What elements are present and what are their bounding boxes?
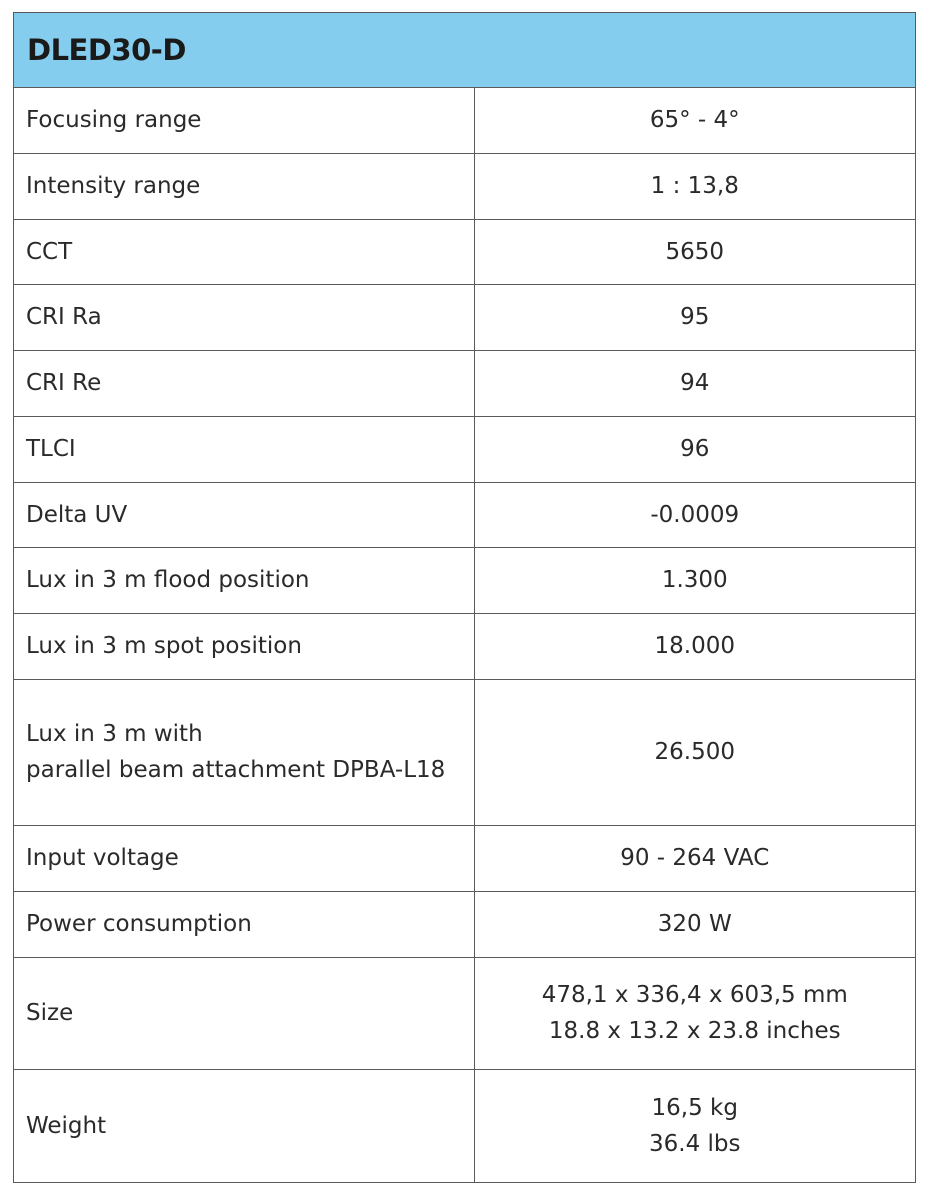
table-row bbox=[14, 891, 915, 957]
spec-value-line: 478,1 x 336,4 x 603,5 mm bbox=[541, 982, 848, 1008]
spec-label-line: Lux in 3 m flood position bbox=[26, 567, 310, 593]
spec-label bbox=[14, 613, 474, 679]
spec-value bbox=[474, 1069, 915, 1182]
spec-label-line: CRI Re bbox=[26, 370, 102, 396]
spec-label-line: Lux in 3 m spot position bbox=[26, 633, 302, 659]
spec-value-line: 95 bbox=[680, 304, 710, 330]
spec-label bbox=[14, 219, 474, 284]
spec-label bbox=[14, 153, 474, 219]
table-row bbox=[14, 679, 915, 825]
spec-value-line: 26.500 bbox=[654, 739, 735, 765]
spec-value bbox=[474, 284, 915, 350]
spec-value-line: 320 W bbox=[657, 911, 732, 937]
spec-label-line: Power consumption bbox=[26, 911, 252, 937]
spec-value bbox=[474, 219, 915, 284]
spec-value-line: 90 - 264 VAC bbox=[620, 845, 770, 871]
table-header bbox=[14, 13, 915, 88]
spec-rows bbox=[14, 88, 915, 1182]
spec-value-line: 18.8 x 13.2 x 23.8 inches bbox=[548, 1018, 841, 1044]
spec-label-line: Size bbox=[26, 1000, 74, 1026]
table-row bbox=[14, 350, 915, 416]
spec-label-line: Delta UV bbox=[26, 501, 128, 528]
spec-value bbox=[474, 679, 915, 825]
product-title: DLED30-D bbox=[27, 33, 186, 67]
spec-value bbox=[474, 482, 915, 547]
spec-label bbox=[14, 482, 474, 547]
spec-label bbox=[14, 891, 474, 957]
table-row bbox=[14, 219, 915, 284]
table-row bbox=[14, 547, 915, 613]
spec-label-line: Lux in 3 m with bbox=[26, 721, 203, 747]
table-row bbox=[14, 482, 915, 547]
spec-value bbox=[474, 88, 915, 153]
spec-value bbox=[474, 891, 915, 957]
spec-value bbox=[474, 416, 915, 482]
spec-value bbox=[474, 350, 915, 416]
spec-label-line: CRI Ra bbox=[26, 304, 102, 330]
spec-label bbox=[14, 88, 474, 153]
spec-value-line: 1.300 bbox=[661, 567, 728, 593]
table-row bbox=[14, 284, 915, 350]
spec-label-line: TLCI bbox=[26, 436, 76, 462]
spec-value-line: 16,5 kg bbox=[651, 1094, 738, 1121]
table-row bbox=[14, 88, 915, 153]
spec-value-line: 36.4 lbs bbox=[649, 1130, 741, 1157]
spec-label bbox=[14, 416, 474, 482]
spec-value bbox=[474, 613, 915, 679]
spec-label-line: parallel beam attachment DPBA-L18 bbox=[26, 757, 446, 783]
spec-value bbox=[474, 957, 915, 1069]
spec-label-line: CCT bbox=[26, 238, 73, 265]
spec-table bbox=[13, 12, 916, 1183]
spec-label bbox=[14, 547, 474, 613]
table-row bbox=[14, 416, 915, 482]
spec-value-line: -0.0009 bbox=[650, 501, 740, 528]
spec-value-line: 1 : 13,8 bbox=[650, 173, 739, 199]
table-row bbox=[14, 153, 915, 219]
spec-value bbox=[474, 825, 915, 891]
spec-label-line: Input voltage bbox=[26, 845, 179, 871]
table-row bbox=[14, 825, 915, 891]
spec-label bbox=[14, 284, 474, 350]
spec-value-line: 94 bbox=[680, 370, 710, 396]
table-row bbox=[14, 957, 915, 1069]
spec-label bbox=[14, 1069, 474, 1182]
spec-label-line: Intensity range bbox=[26, 173, 201, 199]
table-row bbox=[14, 1069, 915, 1182]
spec-label-line: Weight bbox=[26, 1112, 107, 1139]
spec-label-line: Focusing range bbox=[26, 107, 202, 134]
spec-value-line: 18.000 bbox=[654, 633, 735, 659]
spec-label bbox=[14, 679, 474, 825]
spec-value-line: 5650 bbox=[665, 238, 725, 265]
spec-label bbox=[14, 350, 474, 416]
spec-value-line: 65° - 4° bbox=[649, 107, 740, 134]
table-row bbox=[14, 613, 915, 679]
spec-value bbox=[474, 153, 915, 219]
spec-value bbox=[474, 547, 915, 613]
spec-label bbox=[14, 957, 474, 1069]
spec-label bbox=[14, 825, 474, 891]
spec-value-line: 96 bbox=[680, 436, 710, 462]
